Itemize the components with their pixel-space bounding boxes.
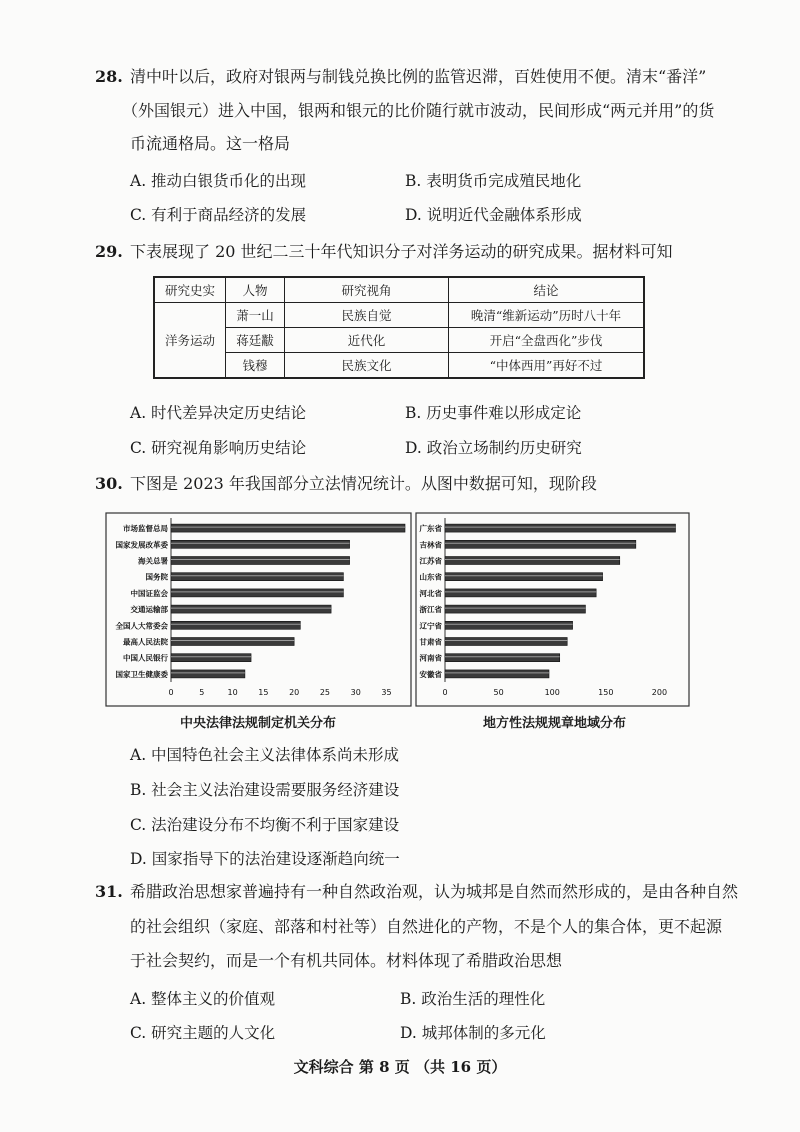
x-tick-label: 30 [350, 688, 361, 697]
table-header-cell: 研究视角 [285, 277, 449, 303]
category-label: 最高人民法院 [123, 637, 168, 647]
category-label: 国务院 [145, 572, 168, 582]
table-row [154, 303, 644, 328]
x-tick-label: 200 [651, 688, 668, 697]
x-tick-label: 25 [319, 688, 331, 697]
bar [171, 589, 343, 597]
bar [171, 654, 251, 662]
bar [445, 573, 603, 581]
option-a[interactable]: A. 整体主义的价值观 [130, 990, 276, 1008]
table-row [154, 328, 644, 353]
option-a[interactable]: A. 推动白银货币化的出现 [130, 172, 307, 190]
bar [171, 557, 350, 565]
bar [445, 540, 636, 548]
table-cell: 开启“全盘西化”步伐 [449, 328, 645, 353]
bar [445, 621, 573, 629]
option-c[interactable]: C. 有利于商品经济的发展 [130, 206, 307, 224]
category-label: 广东省 [419, 524, 442, 534]
category-label: 辽宁省 [419, 621, 442, 631]
bar [445, 654, 560, 662]
question-number: 31. [95, 882, 123, 901]
x-tick-label: 20 [289, 688, 300, 697]
category-label: 市场监督总局 [123, 524, 168, 534]
category-label: 甘肃省 [419, 637, 442, 647]
x-tick-label: 10 [227, 688, 238, 697]
category-label: 中国证监会 [130, 588, 168, 598]
research-table [153, 276, 645, 379]
table-cell: 钱穆 [226, 353, 285, 379]
category-label: 海关总署 [138, 556, 168, 566]
table-cell: 民族文化 [285, 353, 449, 379]
option-d[interactable]: D. 城邦体制的多元化 [400, 1024, 546, 1042]
local-legislation-chart [415, 512, 690, 707]
x-tick-label: 0 [168, 688, 174, 697]
option-d[interactable]: D. 政治立场制约历史研究 [405, 439, 582, 457]
category-label: 吉林省 [419, 540, 442, 550]
table-topic-cell: 洋务运动 [154, 303, 226, 379]
table-cell: 萧一山 [226, 303, 285, 328]
question-stem-line: 清中叶以后，政府对银两与制钱兑换比例的监管迟滞，百姓使用不便。清末“番洋” [130, 67, 707, 86]
category-label: 安徽省 [419, 669, 442, 679]
category-label: 江苏省 [419, 556, 442, 566]
question-number: 30. [95, 474, 123, 493]
bar [445, 557, 620, 565]
table-header-cell: 研究史实 [154, 277, 226, 303]
bar [445, 524, 675, 532]
bar [171, 540, 350, 548]
category-label: 河北省 [419, 588, 442, 598]
x-tick-label: 0 [442, 688, 448, 697]
table-cell: 蒋廷黻 [226, 328, 285, 353]
chart-title: 中央法律法规制定机关分布 [180, 716, 337, 731]
table-cell: 晚清“维新运动”历时八十年 [449, 303, 645, 328]
option-d[interactable]: D. 说明近代金融体系形成 [405, 206, 582, 224]
option-b[interactable]: B. 历史事件难以形成定论 [405, 404, 582, 422]
question-stem-line: 下图是 2023 年我国部分立法情况统计。从图中数据可知，现阶段 [130, 474, 597, 493]
table-cell: 民族自觉 [285, 303, 449, 328]
bar [445, 605, 585, 613]
option-b[interactable]: B. 社会主义法治建设需要服务经济建设 [130, 781, 400, 799]
question-stem-line: 的社会组织（家庭、部落和村社等）自然进化的产物，不是个人的集合体，更不起源 [130, 917, 723, 936]
table-header-row [154, 277, 644, 303]
question-stem-line: （外国银元）进入中国，银两和银元的比价随行就市波动，民间形成“两元并用”的货 [122, 101, 715, 120]
option-b[interactable]: B. 表明货币完成殖民地化 [405, 172, 582, 190]
bar [445, 670, 549, 678]
option-c[interactable]: C. 研究主题的人文化 [130, 1024, 276, 1042]
option-d[interactable]: D. 国家指导下的法治建设逐渐趋向统一 [130, 850, 400, 868]
question-stem-line: 希腊政治思想家普遍持有一种自然政治观，认为城邦是自然而然形成的，是由各种自然 [130, 882, 739, 901]
category-label: 河南省 [419, 653, 442, 663]
bar [171, 670, 245, 678]
bar [171, 605, 331, 613]
option-a[interactable]: A. 中国特色社会主义法律体系尚未形成 [130, 746, 400, 764]
bar [445, 638, 567, 646]
question-stem-line: 于社会契约，而是一个有机共同体。材料体现了希腊政治思想 [130, 951, 563, 970]
question-number: 29. [95, 242, 123, 261]
category-label: 交通运输部 [130, 605, 168, 615]
bar [171, 524, 405, 532]
option-b[interactable]: B. 政治生活的理性化 [400, 990, 546, 1008]
question-stem-line: 币流通格局。这一格局 [130, 134, 291, 153]
bar [171, 621, 300, 629]
table-cell: 近代化 [285, 328, 449, 353]
question-number: 28. [95, 67, 123, 86]
x-tick-label: 15 [258, 688, 269, 697]
option-c[interactable]: C. 研究视角影响历史结论 [130, 439, 307, 457]
bar [171, 573, 343, 581]
bar [171, 638, 294, 646]
central-legislation-chart [105, 512, 412, 707]
table-row [154, 353, 644, 379]
category-label: 国家卫生健康委 [115, 669, 168, 679]
x-tick-label: 5 [199, 688, 205, 697]
table-cell: “中体西用”再好不过 [449, 353, 645, 379]
category-label: 国家发展改革委 [115, 540, 168, 550]
table-header-cell: 结论 [449, 277, 645, 303]
chart-title: 地方性法规规章地域分布 [483, 716, 627, 731]
option-c[interactable]: C. 法治建设分布不均衡不利于国家建设 [130, 816, 400, 834]
category-label: 山东省 [419, 572, 442, 582]
page-footer: 文科综合 第 8 页 （共 16 页） [293, 1058, 507, 1076]
bar [445, 589, 596, 597]
x-tick-label: 150 [598, 688, 614, 697]
option-a[interactable]: A. 时代差异决定历史结论 [130, 404, 307, 422]
category-label: 全国人大常委会 [115, 621, 168, 631]
x-tick-label: 50 [493, 688, 504, 697]
category-label: 浙江省 [419, 605, 442, 615]
table-header-cell: 人物 [226, 277, 285, 303]
question-stem-line: 下表展现了 20 世纪二三十年代知识分子对洋务运动的研究成果。据材料可知 [130, 242, 673, 261]
category-label: 中国人民银行 [123, 653, 168, 663]
x-tick-label: 100 [544, 688, 560, 697]
x-tick-label: 35 [381, 688, 392, 697]
